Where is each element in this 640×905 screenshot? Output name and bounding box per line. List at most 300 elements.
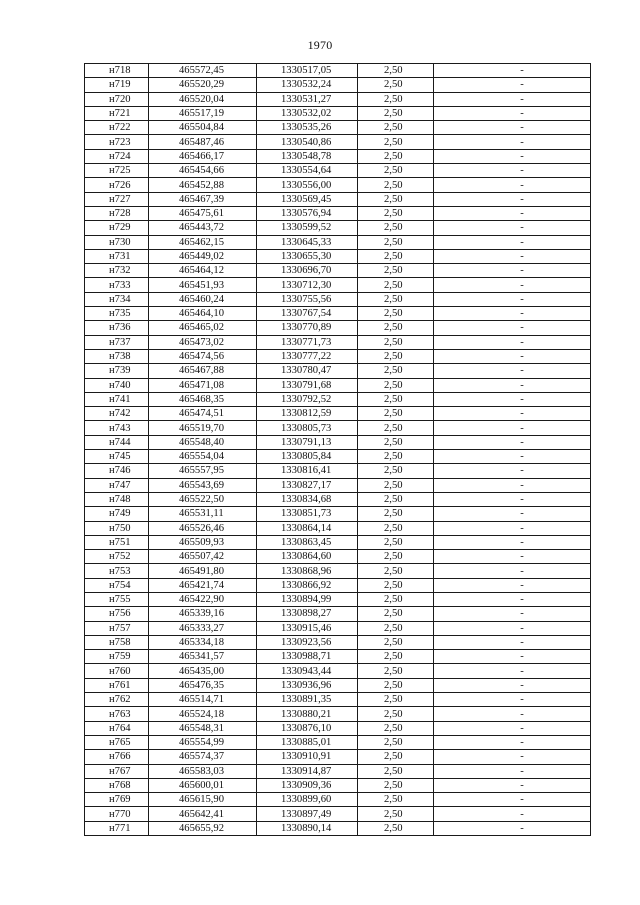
- x-coordinate-cell: 465557,95: [149, 464, 257, 478]
- x-coordinate-cell: 465615,90: [149, 793, 257, 807]
- y-coordinate-cell: 1330535,26: [257, 121, 358, 135]
- x-coordinate-cell: 465519,70: [149, 421, 257, 435]
- note-cell: -: [434, 249, 591, 263]
- error-cell: 2,50: [358, 635, 434, 649]
- y-coordinate-cell: 1330910,91: [257, 750, 358, 764]
- point-name-cell: н747: [85, 478, 149, 492]
- y-coordinate-cell: 1330876,10: [257, 721, 358, 735]
- error-cell: 2,50: [358, 521, 434, 535]
- y-coordinate-cell: 1330755,56: [257, 292, 358, 306]
- y-coordinate-cell: 1330898,27: [257, 607, 358, 621]
- note-cell: -: [434, 621, 591, 635]
- note-cell: -: [434, 64, 591, 78]
- note-cell: -: [434, 764, 591, 778]
- error-cell: 2,50: [358, 464, 434, 478]
- table-row: [85, 392, 591, 406]
- note-cell: -: [434, 164, 591, 178]
- x-coordinate-cell: 465422,90: [149, 592, 257, 606]
- table-row: [85, 592, 591, 606]
- table-row: [85, 206, 591, 220]
- y-coordinate-cell: 1330645,33: [257, 235, 358, 249]
- point-name-cell: н731: [85, 249, 149, 263]
- table-row: [85, 778, 591, 792]
- x-coordinate-cell: 465554,99: [149, 735, 257, 749]
- x-coordinate-cell: 465600,01: [149, 778, 257, 792]
- y-coordinate-cell: 1330576,94: [257, 206, 358, 220]
- x-coordinate-cell: 465462,15: [149, 235, 257, 249]
- note-cell: -: [434, 206, 591, 220]
- note-cell: -: [434, 635, 591, 649]
- point-name-cell: н733: [85, 278, 149, 292]
- y-coordinate-cell: 1330834,68: [257, 492, 358, 506]
- note-cell: -: [434, 421, 591, 435]
- x-coordinate-cell: 465341,57: [149, 650, 257, 664]
- note-cell: -: [434, 349, 591, 363]
- x-coordinate-cell: 465474,51: [149, 407, 257, 421]
- note-cell: -: [434, 778, 591, 792]
- error-cell: 2,50: [358, 793, 434, 807]
- y-coordinate-cell: 1330548,78: [257, 149, 358, 163]
- note-cell: -: [434, 307, 591, 321]
- point-name-cell: н756: [85, 607, 149, 621]
- error-cell: 2,50: [358, 592, 434, 606]
- error-cell: 2,50: [358, 249, 434, 263]
- y-coordinate-cell: 1330554,64: [257, 164, 358, 178]
- table-row: [85, 492, 591, 506]
- x-coordinate-cell: 465574,37: [149, 750, 257, 764]
- note-cell: -: [434, 693, 591, 707]
- point-name-cell: н758: [85, 635, 149, 649]
- x-coordinate-cell: 465522,50: [149, 492, 257, 506]
- y-coordinate-cell: 1330532,24: [257, 78, 358, 92]
- point-name-cell: н746: [85, 464, 149, 478]
- point-name-cell: н729: [85, 221, 149, 235]
- note-cell: -: [434, 292, 591, 306]
- table-row: [85, 321, 591, 335]
- table-row: [85, 464, 591, 478]
- point-name-cell: н737: [85, 335, 149, 349]
- point-name-cell: н764: [85, 721, 149, 735]
- note-cell: -: [434, 378, 591, 392]
- table-row: [85, 750, 591, 764]
- table-row: [85, 149, 591, 163]
- note-cell: -: [434, 178, 591, 192]
- table-row: [85, 607, 591, 621]
- y-coordinate-cell: 1330864,14: [257, 521, 358, 535]
- x-coordinate-cell: 465443,72: [149, 221, 257, 235]
- error-cell: 2,50: [358, 721, 434, 735]
- table-row: [85, 106, 591, 120]
- x-coordinate-cell: 465464,10: [149, 307, 257, 321]
- table-row: [85, 164, 591, 178]
- y-coordinate-cell: 1330868,96: [257, 564, 358, 578]
- error-cell: 2,50: [358, 821, 434, 835]
- note-cell: -: [434, 550, 591, 564]
- y-coordinate-cell: 1330532,02: [257, 106, 358, 120]
- x-coordinate-cell: 465473,02: [149, 335, 257, 349]
- note-cell: -: [434, 121, 591, 135]
- y-coordinate-cell: 1330816,41: [257, 464, 358, 478]
- note-cell: -: [434, 106, 591, 120]
- point-name-cell: н735: [85, 307, 149, 321]
- point-name-cell: н771: [85, 821, 149, 835]
- x-coordinate-cell: 465474,56: [149, 349, 257, 363]
- point-name-cell: н736: [85, 321, 149, 335]
- error-cell: 2,50: [358, 121, 434, 135]
- x-coordinate-cell: 465465,02: [149, 321, 257, 335]
- y-coordinate-cell: 1330988,71: [257, 650, 358, 664]
- error-cell: 2,50: [358, 206, 434, 220]
- y-coordinate-cell: 1330777,22: [257, 349, 358, 363]
- table-row: [85, 435, 591, 449]
- error-cell: 2,50: [358, 621, 434, 635]
- x-coordinate-cell: 465514,71: [149, 693, 257, 707]
- table-row: [85, 235, 591, 249]
- x-coordinate-cell: 465460,24: [149, 292, 257, 306]
- point-name-cell: н741: [85, 392, 149, 406]
- y-coordinate-cell: 1330599,52: [257, 221, 358, 235]
- x-coordinate-cell: 465454,66: [149, 164, 257, 178]
- y-coordinate-cell: 1330880,21: [257, 707, 358, 721]
- point-name-cell: н730: [85, 235, 149, 249]
- x-coordinate-cell: 465339,16: [149, 607, 257, 621]
- note-cell: -: [434, 407, 591, 421]
- table-row: [85, 307, 591, 321]
- page-number: 1970: [307, 38, 333, 52]
- y-coordinate-cell: 1330851,73: [257, 507, 358, 521]
- x-coordinate-cell: 465504,84: [149, 121, 257, 135]
- table-row: [85, 664, 591, 678]
- table-row: [85, 535, 591, 549]
- error-cell: 2,50: [358, 264, 434, 278]
- point-name-cell: н751: [85, 535, 149, 549]
- x-coordinate-cell: 465583,03: [149, 764, 257, 778]
- y-coordinate-cell: 1330891,35: [257, 693, 358, 707]
- y-coordinate-cell: 1330792,52: [257, 392, 358, 406]
- y-coordinate-cell: 1330899,60: [257, 793, 358, 807]
- point-name-cell: н734: [85, 292, 149, 306]
- error-cell: 2,50: [358, 564, 434, 578]
- table-row: [85, 693, 591, 707]
- note-cell: -: [434, 450, 591, 464]
- error-cell: 2,50: [358, 807, 434, 821]
- y-coordinate-cell: 1330812,59: [257, 407, 358, 421]
- x-coordinate-cell: 465491,80: [149, 564, 257, 578]
- note-cell: -: [434, 750, 591, 764]
- x-coordinate-cell: 465520,04: [149, 92, 257, 106]
- note-cell: -: [434, 721, 591, 735]
- note-cell: -: [434, 78, 591, 92]
- x-coordinate-cell: 465642,41: [149, 807, 257, 821]
- x-coordinate-cell: 465509,93: [149, 535, 257, 549]
- x-coordinate-cell: 465572,45: [149, 64, 257, 78]
- table-row: [85, 764, 591, 778]
- point-name-cell: н720: [85, 92, 149, 106]
- error-cell: 2,50: [358, 278, 434, 292]
- error-cell: 2,50: [358, 349, 434, 363]
- error-cell: 2,50: [358, 693, 434, 707]
- note-cell: -: [434, 478, 591, 492]
- note-cell: -: [434, 335, 591, 349]
- table-row: [85, 407, 591, 421]
- point-name-cell: н769: [85, 793, 149, 807]
- x-coordinate-cell: 465467,88: [149, 364, 257, 378]
- y-coordinate-cell: 1330655,30: [257, 249, 358, 263]
- note-cell: -: [434, 821, 591, 835]
- y-coordinate-cell: 1330897,49: [257, 807, 358, 821]
- table-row: [85, 550, 591, 564]
- y-coordinate-cell: 1330890,14: [257, 821, 358, 835]
- error-cell: 2,50: [358, 750, 434, 764]
- y-coordinate-cell: 1330712,30: [257, 278, 358, 292]
- point-name-cell: н721: [85, 106, 149, 120]
- x-coordinate-cell: 465543,69: [149, 478, 257, 492]
- point-name-cell: н748: [85, 492, 149, 506]
- x-coordinate-cell: 465476,35: [149, 678, 257, 692]
- error-cell: 2,50: [358, 778, 434, 792]
- x-coordinate-cell: 465554,04: [149, 450, 257, 464]
- note-cell: -: [434, 464, 591, 478]
- x-coordinate-cell: 465468,35: [149, 392, 257, 406]
- error-cell: 2,50: [358, 664, 434, 678]
- error-cell: 2,50: [358, 78, 434, 92]
- table-row: [85, 478, 591, 492]
- error-cell: 2,50: [358, 407, 434, 421]
- y-coordinate-cell: 1330771,73: [257, 335, 358, 349]
- note-cell: -: [434, 321, 591, 335]
- y-coordinate-cell: 1330915,46: [257, 621, 358, 635]
- table-row: [85, 364, 591, 378]
- error-cell: 2,50: [358, 764, 434, 778]
- error-cell: 2,50: [358, 164, 434, 178]
- table-row: [85, 678, 591, 692]
- x-coordinate-cell: 465467,39: [149, 192, 257, 206]
- point-name-cell: н726: [85, 178, 149, 192]
- note-cell: -: [434, 607, 591, 621]
- x-coordinate-cell: 465435,00: [149, 664, 257, 678]
- x-coordinate-cell: 465466,17: [149, 149, 257, 163]
- note-cell: -: [434, 578, 591, 592]
- y-coordinate-cell: 1330780,47: [257, 364, 358, 378]
- error-cell: 2,50: [358, 321, 434, 335]
- y-coordinate-cell: 1330791,13: [257, 435, 358, 449]
- point-name-cell: н749: [85, 507, 149, 521]
- point-name-cell: н753: [85, 564, 149, 578]
- note-cell: -: [434, 650, 591, 664]
- note-cell: -: [434, 149, 591, 163]
- note-cell: -: [434, 507, 591, 521]
- y-coordinate-cell: 1330936,96: [257, 678, 358, 692]
- note-cell: -: [434, 392, 591, 406]
- table-row: [85, 450, 591, 464]
- point-name-cell: н770: [85, 807, 149, 821]
- table-row: [85, 135, 591, 149]
- point-name-cell: н739: [85, 364, 149, 378]
- table-row: [85, 78, 591, 92]
- error-cell: 2,50: [358, 650, 434, 664]
- note-cell: -: [434, 664, 591, 678]
- note-cell: -: [434, 92, 591, 106]
- error-cell: 2,50: [358, 178, 434, 192]
- table-row: [85, 564, 591, 578]
- x-coordinate-cell: 465520,29: [149, 78, 257, 92]
- coordinates-table: [84, 63, 591, 836]
- x-coordinate-cell: 465421,74: [149, 578, 257, 592]
- note-cell: -: [434, 135, 591, 149]
- point-name-cell: н728: [85, 206, 149, 220]
- table-row: [85, 221, 591, 235]
- point-name-cell: н724: [85, 149, 149, 163]
- x-coordinate-cell: 465524,18: [149, 707, 257, 721]
- y-coordinate-cell: 1330531,27: [257, 92, 358, 106]
- point-name-cell: н762: [85, 693, 149, 707]
- error-cell: 2,50: [358, 135, 434, 149]
- error-cell: 2,50: [358, 192, 434, 206]
- y-coordinate-cell: 1330943,44: [257, 664, 358, 678]
- error-cell: 2,50: [358, 507, 434, 521]
- x-coordinate-cell: 465487,46: [149, 135, 257, 149]
- point-name-cell: н761: [85, 678, 149, 692]
- x-coordinate-cell: 465531,11: [149, 507, 257, 521]
- table-row: [85, 635, 591, 649]
- table-row: [85, 335, 591, 349]
- point-name-cell: н743: [85, 421, 149, 435]
- note-cell: -: [434, 264, 591, 278]
- table-row: [85, 507, 591, 521]
- y-coordinate-cell: 1330540,86: [257, 135, 358, 149]
- point-name-cell: н755: [85, 592, 149, 606]
- error-cell: 2,50: [358, 535, 434, 549]
- error-cell: 2,50: [358, 307, 434, 321]
- x-coordinate-cell: 465449,02: [149, 249, 257, 263]
- x-coordinate-cell: 465548,31: [149, 721, 257, 735]
- table-row: [85, 735, 591, 749]
- point-name-cell: н766: [85, 750, 149, 764]
- x-coordinate-cell: 465548,40: [149, 435, 257, 449]
- x-coordinate-cell: 465334,18: [149, 635, 257, 649]
- point-name-cell: н767: [85, 764, 149, 778]
- table-row: [85, 707, 591, 721]
- error-cell: 2,50: [358, 92, 434, 106]
- y-coordinate-cell: 1330517,05: [257, 64, 358, 78]
- table-row: [85, 92, 591, 106]
- y-coordinate-cell: 1330791,68: [257, 378, 358, 392]
- y-coordinate-cell: 1330909,36: [257, 778, 358, 792]
- point-name-cell: н738: [85, 349, 149, 363]
- coordinates-table-body: [85, 64, 591, 836]
- error-cell: 2,50: [358, 492, 434, 506]
- table-row: [85, 578, 591, 592]
- point-name-cell: н757: [85, 621, 149, 635]
- error-cell: 2,50: [358, 578, 434, 592]
- point-name-cell: н763: [85, 707, 149, 721]
- error-cell: 2,50: [358, 106, 434, 120]
- error-cell: 2,50: [358, 392, 434, 406]
- x-coordinate-cell: 465451,93: [149, 278, 257, 292]
- table-row: [85, 621, 591, 635]
- y-coordinate-cell: 1330770,89: [257, 321, 358, 335]
- table-row: [85, 178, 591, 192]
- note-cell: -: [434, 521, 591, 535]
- table-row: [85, 121, 591, 135]
- error-cell: 2,50: [358, 421, 434, 435]
- note-cell: -: [434, 535, 591, 549]
- x-coordinate-cell: 465452,88: [149, 178, 257, 192]
- note-cell: -: [434, 235, 591, 249]
- table-row: [85, 264, 591, 278]
- point-name-cell: н727: [85, 192, 149, 206]
- error-cell: 2,50: [358, 335, 434, 349]
- y-coordinate-cell: 1330827,17: [257, 478, 358, 492]
- note-cell: -: [434, 278, 591, 292]
- error-cell: 2,50: [358, 435, 434, 449]
- table-row: [85, 378, 591, 392]
- note-cell: -: [434, 592, 591, 606]
- table-row: [85, 278, 591, 292]
- point-name-cell: н752: [85, 550, 149, 564]
- note-cell: -: [434, 793, 591, 807]
- error-cell: 2,50: [358, 707, 434, 721]
- point-name-cell: н719: [85, 78, 149, 92]
- x-coordinate-cell: 465517,19: [149, 106, 257, 120]
- point-name-cell: н742: [85, 407, 149, 421]
- note-cell: -: [434, 735, 591, 749]
- error-cell: 2,50: [358, 478, 434, 492]
- y-coordinate-cell: 1330805,73: [257, 421, 358, 435]
- note-cell: -: [434, 364, 591, 378]
- x-coordinate-cell: 465333,27: [149, 621, 257, 635]
- point-name-cell: н765: [85, 735, 149, 749]
- y-coordinate-cell: 1330923,56: [257, 635, 358, 649]
- point-name-cell: н768: [85, 778, 149, 792]
- error-cell: 2,50: [358, 64, 434, 78]
- point-name-cell: н723: [85, 135, 149, 149]
- note-cell: -: [434, 678, 591, 692]
- y-coordinate-cell: 1330556,00: [257, 178, 358, 192]
- table-row: [85, 292, 591, 306]
- note-cell: -: [434, 435, 591, 449]
- point-name-cell: н759: [85, 650, 149, 664]
- point-name-cell: н740: [85, 378, 149, 392]
- point-name-cell: н722: [85, 121, 149, 135]
- y-coordinate-cell: 1330866,92: [257, 578, 358, 592]
- error-cell: 2,50: [358, 678, 434, 692]
- y-coordinate-cell: 1330864,60: [257, 550, 358, 564]
- point-name-cell: н750: [85, 521, 149, 535]
- point-name-cell: н760: [85, 664, 149, 678]
- error-cell: 2,50: [358, 149, 434, 163]
- table-row: [85, 821, 591, 835]
- error-cell: 2,50: [358, 292, 434, 306]
- table-row: [85, 249, 591, 263]
- error-cell: 2,50: [358, 450, 434, 464]
- y-coordinate-cell: 1330914,87: [257, 764, 358, 778]
- y-coordinate-cell: 1330894,99: [257, 592, 358, 606]
- point-name-cell: н718: [85, 64, 149, 78]
- table-row: [85, 650, 591, 664]
- table-row: [85, 721, 591, 735]
- point-name-cell: н754: [85, 578, 149, 592]
- y-coordinate-cell: 1330767,54: [257, 307, 358, 321]
- point-name-cell: н744: [85, 435, 149, 449]
- point-name-cell: н745: [85, 450, 149, 464]
- note-cell: -: [434, 492, 591, 506]
- note-cell: -: [434, 564, 591, 578]
- error-cell: 2,50: [358, 235, 434, 249]
- y-coordinate-cell: 1330805,84: [257, 450, 358, 464]
- error-cell: 2,50: [358, 378, 434, 392]
- x-coordinate-cell: 465655,92: [149, 821, 257, 835]
